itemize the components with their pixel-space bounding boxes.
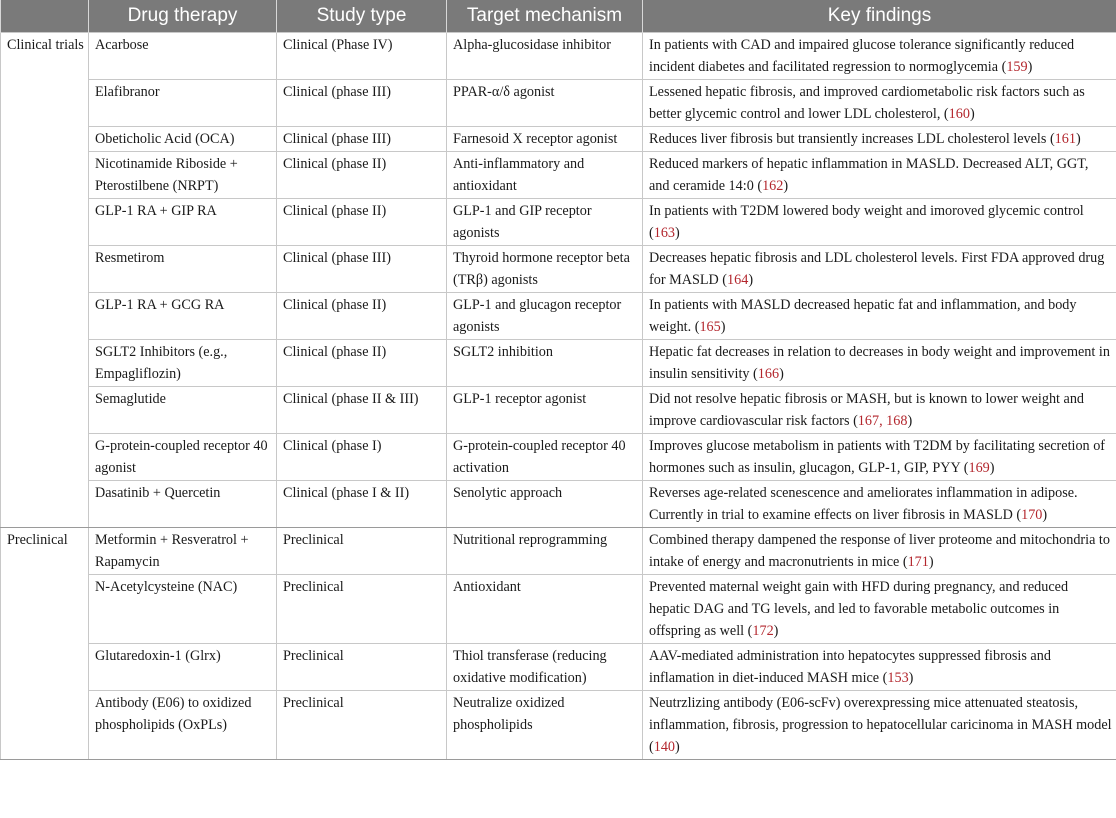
table-row (1, 691, 1116, 760)
table-row (1, 528, 1116, 575)
drug-cell: GLP-1 RA + GIP RA (89, 199, 277, 246)
reference-link[interactable]: 160 (948, 106, 970, 122)
findings-text: Combined therapy dampened the response of liver proteome and mitochondria to intake of energy and macronutrients in mice ( (649, 532, 1110, 570)
findings-cell (643, 387, 1116, 434)
table-row (1, 575, 1116, 644)
findings-cell (643, 199, 1116, 246)
findings-cell (643, 644, 1116, 691)
reference-link[interactable]: 169 (968, 460, 990, 476)
findings-close-paren: ) (720, 319, 726, 335)
group-label: Clinical trials (1, 33, 89, 528)
study-type-cell: Clinical (phase II) (277, 293, 447, 340)
study-type-cell: Preclinical (277, 644, 447, 691)
mechanism-cell: SGLT2 inhibition (447, 340, 643, 387)
findings-cell (643, 80, 1116, 127)
table-row (1, 152, 1116, 199)
findings-close-paren: ) (928, 554, 934, 570)
study-type-cell: Preclinical (277, 691, 447, 760)
reference-link[interactable]: 165 (699, 319, 721, 335)
reference-link[interactable]: 164 (727, 272, 749, 288)
mechanism-cell: Neutralize oxidized phospholipids (447, 691, 643, 760)
study-type-cell: Clinical (phase III) (277, 80, 447, 127)
mechanism-cell: Thiol transferase (reducing oxidative modification) (447, 644, 643, 691)
mechanism-cell: Senolytic approach (447, 481, 643, 528)
mechanism-cell: Antioxidant (447, 575, 643, 644)
table-row (1, 127, 1116, 152)
reference-link[interactable]: 159 (1006, 59, 1028, 75)
study-type-cell: Clinical (phase I & II) (277, 481, 447, 528)
reference-link[interactable]: 171 (907, 554, 929, 570)
study-type-cell: Preclinical (277, 575, 447, 644)
mechanism-cell: Farnesoid X receptor agonist (447, 127, 643, 152)
reference-link[interactable]: 172 (752, 623, 774, 639)
study-type-cell: Clinical (phase II & III) (277, 387, 447, 434)
findings-text: In patients with CAD and impaired glucose tolerance significantly reduced incident diabetes and facilitated regression to normoglycemia ( (649, 37, 1075, 75)
drug-cell: Elafibranor (89, 80, 277, 127)
mechanism-cell: GLP-1 receptor agonist (447, 387, 643, 434)
reference-link[interactable]: 163 (653, 225, 676, 241)
drug-cell: Antibody (E06) to oxidized phospholipids (OxPLs) (89, 691, 277, 760)
drug-cell: G-protein-coupled receptor 40 agonist (89, 434, 277, 481)
table-row (1, 33, 1116, 80)
drug-cell: Dasatinib + Quercetin (89, 481, 277, 528)
findings-close-paren: ) (773, 623, 779, 639)
mechanism-cell: Nutritional reprogramming (447, 528, 643, 575)
findings-cell (643, 434, 1116, 481)
findings-close-paren: ) (779, 366, 784, 382)
mechanism-cell: Alpha-glucosidase inhibitor (447, 33, 643, 80)
findings-text: Neutrzlizing antibody (E06-scFv) overexpressing mice attenuated steatosis, inflammation, fibrosis, progression to hepatocellular caricinoma in MASH model ( (649, 695, 1112, 755)
group-label: Preclinical (1, 528, 89, 760)
drug-cell: SGLT2 Inhibitors (e.g., Empagliflozin) (89, 340, 277, 387)
findings-text: Did not resolve hepatic fibrosis or MASH, but is known to lower weight and improve cardiovascular risk factors ( (649, 391, 1085, 429)
findings-text: In patients with T2DM lowered body weight and imoroved glycemic control ( (649, 203, 1084, 241)
table-row (1, 246, 1116, 293)
findings-close-paren: ) (675, 739, 680, 755)
mechanism-cell: PPAR-α/δ agonist (447, 80, 643, 127)
reference-link[interactable]: 167, 168 (857, 413, 908, 429)
findings-cell (643, 528, 1116, 575)
study-type-cell: Preclinical (277, 528, 447, 575)
findings-close-paren: ) (783, 178, 789, 194)
table-row (1, 199, 1116, 246)
mechanism-cell: GLP-1 and GIP receptor agonists (447, 199, 643, 246)
findings-text: Prevented maternal weight gain with HFD during pregnancy, and reduced hepatic DAG and TG levels, and led to favorable metabolic outcomes in offspring as well ( (649, 579, 1069, 639)
findings-cell (643, 293, 1116, 340)
findings-text: Reverses age-related scenescence and ameliorates inflammation in adipose. Currently in trial to examine effects on liver fibrosis in MASLD ( (649, 485, 1078, 523)
reference-link[interactable]: 153 (887, 670, 909, 686)
findings-cell (643, 575, 1116, 644)
findings-close-paren: ) (1042, 507, 1048, 523)
mechanism-cell: Anti-inflammatory and antioxidant (447, 152, 643, 199)
findings-text: In patients with MASLD decreased hepatic fat and inflammation, and body weight. ( (649, 297, 1077, 335)
reference-link[interactable]: 162 (762, 178, 784, 194)
study-type-cell: Clinical (phase I) (277, 434, 447, 481)
table-row (1, 644, 1116, 691)
mechanism-cell: Thyroid hormone receptor beta (TRβ) agonists (447, 246, 643, 293)
header-key-findings: Key findings (643, 0, 1116, 33)
study-type-cell: Clinical (phase III) (277, 127, 447, 152)
mechanism-cell: G-protein-coupled receptor 40 activation (447, 434, 643, 481)
findings-close-paren: ) (748, 272, 754, 288)
drug-cell: GLP-1 RA + GCG RA (89, 293, 277, 340)
table-row (1, 340, 1116, 387)
drug-cell: Obeticholic Acid (OCA) (89, 127, 277, 152)
study-type-cell: Clinical (phase II) (277, 340, 447, 387)
header-target-mechanism: Target mechanism (447, 0, 643, 33)
findings-cell (643, 481, 1116, 528)
drug-cell: N-Acetylcysteine (NAC) (89, 575, 277, 644)
findings-text: Decreases hepatic fibrosis and LDL cholesterol levels. First FDA approved drug for MASLD ( (649, 250, 1105, 288)
findings-close-paren: ) (907, 413, 913, 429)
findings-close-paren: ) (989, 460, 995, 476)
table-row (1, 80, 1116, 127)
findings-cell (643, 340, 1116, 387)
table-row (1, 434, 1116, 481)
findings-cell (643, 246, 1116, 293)
findings-text: Reduced markers of hepatic inflammation in MASLD. Decreased ALT, GGT, and ceramide 14:0 ( (649, 156, 1089, 194)
reference-link[interactable]: 140 (653, 739, 676, 755)
findings-text: Reduces liver fibrosis but transiently increases LDL cholesterol levels ( (649, 131, 1055, 147)
header-category (1, 0, 89, 33)
study-type-cell: Clinical (phase II) (277, 152, 447, 199)
study-type-cell: Clinical (phase II) (277, 199, 447, 246)
findings-text: Lessened hepatic fibrosis, and improved cardiometabolic risk factors such as better glycemic control and lower LDL cholesterol, ( (649, 84, 1085, 122)
findings-cell (643, 33, 1116, 80)
table-row (1, 481, 1116, 528)
drug-cell: Semaglutide (89, 387, 277, 434)
study-type-cell: Clinical (phase III) (277, 246, 447, 293)
findings-close-paren: ) (1075, 131, 1081, 147)
drug-cell: Metformin + Resveratrol + Rapamycin (89, 528, 277, 575)
table-row (1, 293, 1116, 340)
table-row (1, 387, 1116, 434)
findings-text: AAV-mediated administration into hepatocytes suppressed fibrosis and inflamation in diet-induced MASH mice ( (649, 648, 1051, 686)
findings-close-paren: ) (969, 106, 975, 122)
findings-cell (643, 152, 1116, 199)
findings-text: Improves glucose metabolism in patients with T2DM by facilitating secretion of hormones such as insulin, glucagon, GLP-1, GIP, PYY ( (649, 438, 1106, 476)
reference-link[interactable]: 166 (757, 366, 780, 382)
findings-close-paren: ) (908, 670, 914, 686)
header-study-type: Study type (277, 0, 447, 33)
findings-cell (643, 691, 1116, 760)
study-type-cell: Clinical (Phase IV) (277, 33, 447, 80)
findings-close-paren: ) (1027, 59, 1033, 75)
drug-cell: Nicotinamide Riboside + Pterostilbene (NRPT) (89, 152, 277, 199)
drug-cell: Resmetirom (89, 246, 277, 293)
reference-link[interactable]: 161 (1054, 131, 1076, 147)
findings-text: Hepatic fat decreases in relation to decreases in body weight and improvement in insulin sensitivity ( (649, 344, 1110, 382)
drug-cell: Glutaredoxin-1 (Glrx) (89, 644, 277, 691)
drug-cell: Acarbose (89, 33, 277, 80)
reference-link[interactable]: 170 (1021, 507, 1043, 523)
findings-cell (643, 127, 1116, 152)
mechanism-cell: GLP-1 and glucagon receptor agonists (447, 293, 643, 340)
header-row (1, 0, 1116, 33)
findings-close-paren: ) (675, 225, 680, 241)
header-drug-therapy: Drug therapy (89, 0, 277, 33)
